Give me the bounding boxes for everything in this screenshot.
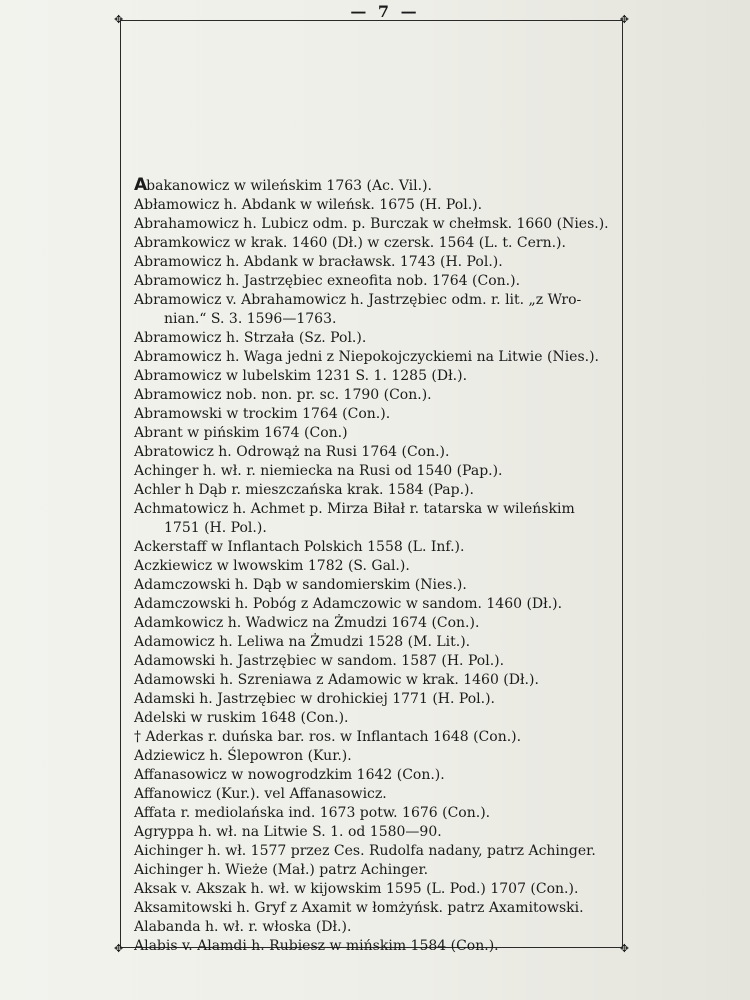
entry-text: Abrahamowicz h. Lubicz odm. p. Burczak w chełmsk. 1660 (Nies.).: [134, 216, 609, 232]
entry-text: Adamczowski h. Pobóg z Adamczowic w sandom. 1460 (Dł.).: [134, 596, 563, 612]
entry-text: Abramowicz w lubelskim 1231 S. 1. 1285 (Dł.).: [134, 368, 468, 384]
entry: [134, 196, 622, 215]
entry-text: Aczkiewicz w lwowskim 1782 (S. Gal.).: [134, 558, 410, 574]
entry: [134, 880, 622, 899]
entry-text: Aichinger h. Wieże (Mał.) patrz Achinger.: [134, 862, 429, 878]
entry-text: Adamowski h. Jastrzębiec w sandom. 1587 (H. Pol.).: [134, 653, 505, 669]
entry-text: Aichinger h. wł. 1577 przez Ces. Rudolfa nadany, patrz Achinger.: [134, 843, 596, 859]
entry: [134, 500, 622, 538]
entry: [134, 652, 622, 671]
decorative-initial: A: [134, 175, 147, 195]
entry-text: Abramowicz v. Abrahamowicz h. Jastrzębiec odm. r. lit. „z Wro-: [134, 292, 582, 308]
entry: [134, 785, 622, 804]
corner-ornament-icon: ✥: [619, 942, 629, 955]
entry-text: Adamski h. Jastrzębiec w drohickiej 1771 (H. Pol.).: [134, 691, 496, 707]
entry: [134, 671, 622, 690]
entry: [134, 215, 622, 234]
entry: [134, 481, 622, 500]
entry: [134, 272, 622, 291]
entry: [134, 291, 622, 329]
entry: [134, 899, 622, 918]
entry-text: Achmatowicz h. Achmet p. Mirza Biłał r. tatarska w wileńskim: [134, 501, 575, 517]
entry-text: Alabanda h. wł. r. włoska (Dł.).: [134, 919, 352, 935]
entry-text: Aksamitowski h. Gryf z Axamit w łomżyńsk. patrz Axamitowski.: [134, 900, 584, 916]
entry: [134, 918, 622, 937]
entry: [134, 690, 622, 709]
entry-text: Abramowicz nob. non. pr. sc. 1790 (Con.).: [134, 387, 432, 403]
entry-text: Affata r. mediolańska ind. 1673 potw. 1676 (Con.).: [134, 805, 491, 821]
entry-text: Abramowicz h. Waga jedni z Niepokojczyckiemi na Litwie (Nies.).: [134, 349, 600, 365]
entry: [134, 709, 622, 728]
entry: [134, 823, 622, 842]
entry-text: Adelski w ruskim 1648 (Con.).: [134, 710, 349, 726]
entry: [134, 424, 622, 443]
entry: [134, 538, 622, 557]
corner-ornament-icon: ✥: [619, 13, 629, 26]
page-border-frame: [114, 13, 629, 955]
entry: [134, 386, 622, 405]
entry-text: bakanowicz w wileńskim 1763 (Ac. Vil.).: [146, 178, 433, 194]
entry: [134, 443, 622, 462]
entry: [134, 937, 622, 956]
entry: [134, 614, 622, 633]
entry-text: Adamowicz h. Leliwa na Żmudzi 1528 (M. Lit.).: [134, 634, 471, 650]
entry: [134, 329, 622, 348]
entry: [134, 576, 622, 595]
entry-text: Agryppa h. wł. na Litwie S. 1. od 1580—90.: [134, 824, 442, 840]
entry-text: Abratowicz h. Odrowąż na Rusi 1764 (Con.).: [134, 444, 450, 460]
page-number: — 7 —: [350, 2, 420, 21]
entry-continuation: nian.“ S. 3. 1596—1763.: [164, 311, 337, 327]
entry: [134, 405, 622, 424]
entry-text: Adamczowski h. Dąb w sandomierskim (Nies.).: [134, 577, 467, 593]
entry-continuation: 1751 (H. Pol.).: [164, 520, 267, 536]
entry-text: Adamowski h. Szreniawa z Adamowic w krak. 1460 (Dł.).: [134, 672, 539, 688]
entry: [134, 253, 622, 272]
entry-text: Abramowicz h. Abdank w bracławsk. 1743 (H. Pol.).: [134, 254, 503, 270]
entry: [134, 842, 622, 861]
entry-text: Adziewicz h. Ślepowron (Kur.).: [134, 748, 352, 764]
entry: [134, 728, 622, 747]
entry-text: Abramowicz h. Jastrzębiec exneofita nob. 1764 (Con.).: [134, 273, 521, 289]
entry: [134, 804, 622, 823]
entry-text: Alabis v. Alamdi h. Rubiesz w mińskim 1584 (Con.).: [134, 938, 499, 954]
entry: [134, 557, 622, 576]
entry: [134, 462, 622, 481]
entry-text: Abramowski w trockim 1764 (Con.).: [134, 406, 391, 422]
entry-text: Abramkowicz w krak. 1460 (Dł.) w czersk. 1564 (L. t. Cern.).: [134, 235, 566, 251]
corner-ornament-icon: ✥: [114, 13, 124, 26]
entry-text: † Aderkas r. duńska bar. ros. w Inflantach 1648 (Con.).: [134, 729, 522, 745]
entry-text: Affanasowicz w nowogrodzkim 1642 (Con.).: [134, 767, 445, 783]
entry-text: Achler h Dąb r. mieszczańska krak. 1584 (Pap.).: [134, 482, 474, 498]
entry: [134, 633, 622, 652]
entry: [134, 176, 622, 196]
entry-text: Achinger h. wł. r. niemiecka na Rusi od 1540 (Pap.).: [134, 463, 503, 479]
entry-text: Adamkowicz h. Wadwicz na Żmudzi 1674 (Con.).: [134, 615, 480, 631]
entry-text: Aksak v. Akszak h. wł. w kijowskim 1595 (L. Pod.) 1707 (Con.).: [134, 881, 579, 897]
entry-text: Abłamowicz h. Abdank w wileńsk. 1675 (H. Pol.).: [134, 197, 483, 213]
entry-text: Abramowicz h. Strzała (Sz. Pol.).: [134, 330, 367, 346]
armorial-entry-list: [134, 176, 622, 956]
entry: [134, 367, 622, 386]
entry: [134, 234, 622, 253]
entry: [134, 348, 622, 367]
corner-ornament-icon: ✥: [114, 942, 124, 955]
entry: [134, 861, 622, 880]
entry: [134, 595, 622, 614]
entry-text: Affanowicz (Kur.). vel Affanasowicz.: [134, 786, 387, 802]
entry-text: Abrant w pińskim 1674 (Con.): [134, 425, 348, 441]
entry-text: Ackerstaff w Inflantach Polskich 1558 (L. Inf.).: [134, 539, 465, 555]
entry: [134, 747, 622, 766]
entry: [134, 766, 622, 785]
